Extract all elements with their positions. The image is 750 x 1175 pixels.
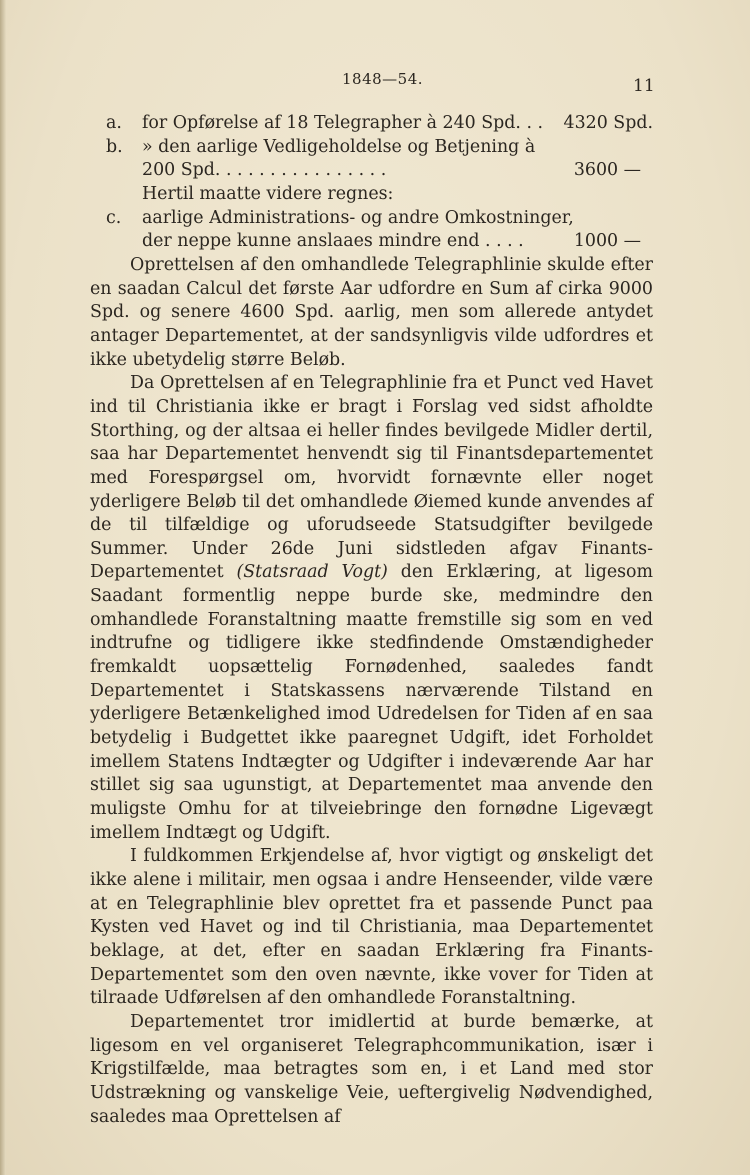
cost-item-b [90, 136, 653, 160]
page-number: 11 [633, 76, 655, 96]
paragraph-text: den Erklæring, at ligesom Saadant formentlig neppe burde ske, medmindre den omhandlede Foranstaltning maatte fremstille sig som en ved indtrufne og tidligere ikke stedfindende Omstændigheder fremkaldt uopsættelig Fornødenhed, saaledes fandt Departementet i Statskassens nærværende Tilstand en yderligere Betænkelighed imod Udredelsen for Tiden af en saa betydelig i Budgettet ikke paaregnet Udgift, idet Forholdet imellem Statens Indtægter og Udgifter i indeværende Aar har stillet sig saa ugunstigt, at Departementet maa anvende den muligste Omhu for at tilveiebringe den fornødne Ligevægt imellem Indtægt og Udgift. [90, 562, 653, 843]
paragraph-organisation: Departementet tror imidlertid at burde bemærke, at ligesom en vel organiseret Telegraphcommunikation, især i Krigstilfælde, maa betragtes som en, i et Land med stor Udstrækning og vanskelige Veie, ueftergivelig Nødvendighed, saaledes maa Oprettelsen af [90, 1011, 653, 1127]
item-label: b. [106, 136, 123, 157]
cost-item-c [90, 207, 653, 231]
cost-subheading [90, 183, 653, 207]
paragraph-recognition: I fuldkommen Erkjendelse af, hvor vigtigt og ønskeligt det ikke alene i militair, men ogsaa i andre Henseender, vilde være at en Telegraphlinie blev oprettet fra et passende Punct paa Kysten ved Havet og ind til Christiania, maa Departementet beklage, at det, efter en saadan Erklæring fra Finants-Departementet som den oven nævnte, ikke vover for Tiden at tilraade Udførelsen af den omhandlede Foranstaltning. [90, 846, 653, 1009]
item-text: aarlige Administrations- og andre Omkostninger, [142, 207, 574, 228]
item-text: » den aarlige Vedligeholdelse og Betjening à [142, 136, 536, 157]
item-amount: 1000 — [573, 231, 641, 252]
page-body [90, 112, 653, 1129]
paragraph-text: Da Oprettelsen af en Telegraphlinie fra et Punct ved Havet ind til Christiania ikke er bragt i Forslag ved sidst afholdte Storthing, og der altsaa ei heller findes bevilgede Midler dertil, saa har Departementet henvendt sig til Finantsdepartementet med Forespørgsel om, hvorvidt fornævnte eller noget yderligere Beløb til det omhandlede Øiemed kunde anvendes af de til tilfældige og uforudseede Statsudgifter bevilgede Summer. Under 26de Juni sidstleden afgav Finants-Departementet [90, 373, 653, 583]
italic-reference: (Statsraad Vogt) [236, 562, 388, 583]
item-continuation: 200 Spd. . . . . . . . . . . . . . . . [142, 160, 387, 181]
item-label: c. [106, 207, 122, 228]
paragraph-calculation: Oprettelsen af den omhandlede Telegraphlinie skulde efter en saadan Calcul det første Aar udfordre en Sum af cirka 9000 Spd. og senere 4600 Spd. aarlig, men som allerede antydet antager Departementet, at der sandsynligvis vilde udfordres et ikke ubetydelig større Beløb. [90, 254, 653, 370]
item-continuation: der neppe kunne anslaaes mindre end . . . . [142, 231, 524, 252]
item-amount: 3600 — [573, 160, 641, 181]
item-amount: 4320 Spd. [563, 113, 653, 133]
subheading-text: Hertil maatte videre regnes: [142, 183, 394, 204]
paragraph-storthing [90, 372, 653, 845]
cost-item-b-continued [90, 159, 653, 183]
running-header-years: 1848—54. [342, 70, 424, 88]
cost-item-a [90, 112, 653, 136]
cost-item-c-continued [90, 230, 653, 254]
item-text: for Opførelse af 18 Telegrapher à 240 Spd. . . [142, 113, 544, 133]
body-paragraphs [90, 254, 653, 1129]
item-label: a. [106, 113, 122, 133]
cost-list [90, 112, 653, 254]
page-spine-shadow [0, 0, 6, 1175]
